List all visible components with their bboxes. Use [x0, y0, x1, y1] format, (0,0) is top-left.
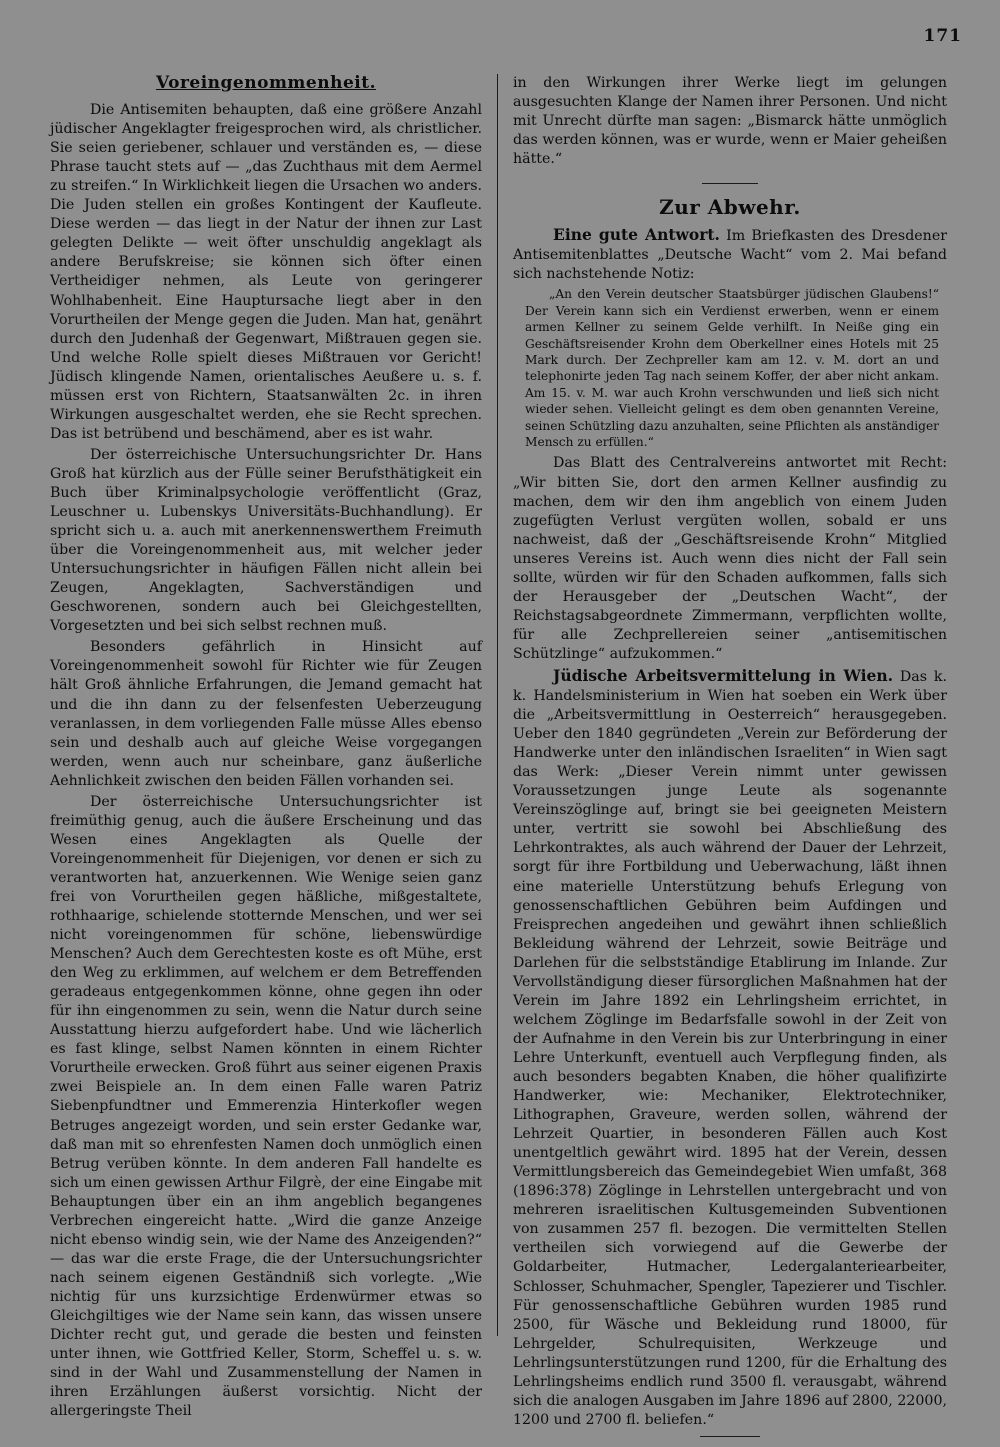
article-continuation: in den Wirkungen ihrer Werke liegt im gelungen ausgesuchten Klange der Namen ihrer Personen. Und nicht mit Unrecht dürfte man sagen: „Bismarck hätte unmöglich das werden können, was er wurde, wenn er Maier geheißen hätte.“ [513, 75, 947, 168]
article-paragraph: Der österreichische Untersuchungsrichter Dr. Hans Groß hat kürzlich aus der Fülle seiner Berufsthätigkeit ein Buch über Kriminalpsychologie veröffentlicht (Graz, Leuschner u. Lubenskys Universitäts-Buchhandlung). Er spricht sich u. a. auch mit anerkennenswerthem Freimuth über die Voreingenommenheit aus, mit welcher jeder Untersuchungsrichter in häufigen Fällen nicht allein bei Zeugen, Angeklagten, Sachverständigen und Geschworenen, sondern auch bei Gleichgestellten, Vorgesetzten und bei sich selbst rechnen muß. [50, 446, 482, 635]
news-item-title: Jüdische Arbeitsvermittelung in Wien. [553, 666, 894, 685]
section-divider [702, 183, 758, 184]
news-item-intro: Im Briefkasten des Dresdener Antisemitenblattes „Deutsche Wacht“ vom 2. Mai befand sich nachstehende Notiz: [513, 228, 947, 283]
article-paragraph: Besonders gefährlich in Hinsicht auf Voreingenommenheit sowohl für Richter wie für Zeugen hält Groß ähnliche Erfahrungen, die Jemand gemacht hat und die ihn dann zu der felsenfesten Ueberzeugung veranlassen, in dem vorliegenden Falle müsse Alles ebenso sein und deshalb auch auf gleiche Weise vorgegangen werden, wenn auch nur scheinbare, ganz äußerliche Aehnlichkeit zwischen den beiden Fällen vorhanden sei. [50, 639, 482, 789]
news-item [513, 225, 947, 284]
section-title: Zur Abwehr. [659, 195, 801, 220]
article-title: Voreingenommenheit. [155, 73, 377, 93]
left-column [50, 74, 482, 1421]
article-paragraph: Die Antisemiten behaupten, daß eine größere Anzahl jüdischer Angeklagter freigesprochen wird, als christlicher. Sie seien geriebener, schlauer und verständen es, — diese Phrase taucht stets auf — „das Zuchthaus mit dem Aermel zu streifen.“ In Wirklichkeit liegen die Ursachen wo anders. Die Juden stellen ein großes Kontingent der Kaufleute. Diese werden — das liegt in der Natur der ihnen zur Last gelegten Delikte — weit öfter unschuldig angeklagt als andere Berufskreise; sie können sich öfter einen Vertheidiger nehmen, als Leute von geringerer Wohlhabenheit. Eine Hauptursache liegt aber in den Vorurtheilen der Menge gegen die Juden. Man hat, genährt durch den Judenhaß der Gegenwart, Mißtrauen gegen sie. Und welche Rolle spielt dieses Mißtrauen vor Gericht! Jüdisch klingende Namen, orientalisches Aeußere u. s. f. müssen erst von Richtern, Staatsanwälten 2c. in ihren Wirkungen ausgeschaltet werden, ehe sie Recht sprechen. Das ist betrübend und beschämend, aber es ist wahr. [50, 102, 482, 442]
news-item-answer: Das Blatt des Centralvereins antwortet mit Recht: „Wir bitten Sie, dort den armen Kellner ausfindig zu machen, dem wir den ihm angeblich von einem Juden zugefügten Verlust vergüten wollen, sobald er uns nachweist, daß der „Geschäftsreisende Krohn“ Mitglied unseres Vereins ist. Auch wenn dies nicht der Fall sein sollte, würden wir für den Schaden aufkommen, falls sich der Herausgeber der „Deutschen Wacht“, der Reichstagsabgeordnete Zimmermann, verpflichten wollte, für alle Zechprellereien seiner „antisemitischen Schützlinge“ aufzukommen.“ [513, 455, 947, 662]
news-item-title: Eine gute Antwort. [553, 225, 720, 245]
news-item [513, 666, 947, 1430]
page-number: 171 [923, 26, 962, 46]
article-paragraph: Der österreichische Untersuchungsrichter ist freimüthig genug, auch die äußere Erscheinung und das Wesen eines Angeklagten als Quelle der Voreingenommenheit für Diejenigen, vor denen er sich zu verantworten hat, anzuerkennen. Wie Wenige seien ganz frei von Vorurtheilen gegen häßliche, mißgestaltete, rothhaarige, schielende stotternde Menschen, und wer sei nicht voreingenommen für schöne, liebenswürdige Menschen? Auch dem Gerechtesten koste es oft Mühe, erst den Weg zu erklimmen, auf welchem er dem Betreffenden geradeaus entgegenkommen könne, ohne gegen ihn oder für ihn eingenommen zu sein, wenn die Natur durch seine Ausstattung hierzu aufgefordert habe. Und wie lächerlich es fast klinge, selbst Namen könnten in einem Richter Vorurtheile erwecken. Groß führt aus seiner eigenen Praxis zwei Beispiele an. In dem einen Falle waren Patriz Siebenpfundtner und Emmerenzia Hinterkofler wegen Betruges angezeigt worden, und sein erster Gedanke war, daß man mit so ehrenfesten Namen doch unmöglich einen Betrug verüben könnte. In dem anderen Fall handelte es sich um einen gewissen Arthur Filgrè, der eine Eingabe mit Behauptungen über ein an ihm angeblich begangenes Verbrechen eingereicht hatte. „Wird die ganze Anzeige nicht ebenso windig sein, wie der Name des Anzeigenden?“ — das war die erste Frage, die der Untersuchungsrichter nach seinem eigenen Geständniß sich vorlegte. „Wie nichtig für uns kurzsichtige Erdenwürmer etwas so Gleichgiltiges wie der Name sein kann, das wissen unsere Dichter recht gut, und gerade die besten und feinsten unter ihnen, wie Gottfried Keller, Storm, Scheffel u. s. w. sind in der Wahl und Zusammenstellung der Namen in ihren Erzählungen äußerst vorsichtig. Nicht der allergeringste Theil [50, 793, 482, 1420]
quoted-notice: „An den Verein deutscher Staatsbürger jüdischen Glaubens!“ Der Verein kann sich ein Verdienst erwerben, wenn er einem armen Kellner zu seinem Gelde verhilft. In Neiße ging ein Geschäftsreisender Krohn dem Oberkellner eines Hotels mit 25 Mark durch. Der Zechpreller kam am 12. v. M. dort an und telephonirte jeden Tag nach seinem Koffer, der aber nicht ankam. Am 15. v. M. war auch Krohn verschwunden und ließ sich nicht wieder sehen. Vielleicht gelingt es dem oben genannten Vereine, seinen Schützling dazu anzuhalten, seine Pflichten als anständiger Mensch zu erfüllen.“ [525, 287, 939, 450]
right-column [513, 74, 947, 1447]
column-divider [497, 74, 498, 1336]
news-item-text: Das k. k. Handelsministerium in Wien hat soeben ein Werk über die „Arbeitsvermittlung in Oesterreich“ herausgegeben. Ueber den 1840 gegründeten „Verein zur Beförderung der Handwerke unter den inländischen Israeliten“ in Wien sagt das Werk: „Dieser Verein nimmt unter gewissen Voraussetzungen junge Leute als sogenannte Vereinszöglinge auf, bringt sie bei geeigneten Meistern unter, vertritt sie sowohl bei Abschließung des Lehrkontraktes, als auch während der Dauer der Lehrzeit, sorgt für ihre Fortbildung und Ueberwachung, läßt ihnen eine materielle Unterstützung behufs Erlegung von genossenschaftlichen Gebühren beim Aufdingen und Freisprechen angedeihen und gewährt ihnen schließlich Bekleidung während der Lehrzeit, sowie Beiträge und Darlehen für die selbstständige Etablirung im Inlande. Zur Vervollständigung dieser fürsorglichen Maßnahmen hat der Verein im Jahre 1892 ein Lehrlingsheim errichtet, in welchem Zöglinge im Bedarfsfalle sowohl in der Zeit von der Aufnahme in den Verein bis zur Unterbringung in einer Lehre Unterkunft, eventuell auch Verpflegung finden, als auch besonders begabten Knaben, die höher qualifizirte Handwerker, wie: Mechaniker, Elektrotechniker, Lithographen, Graveure, werden sollen, während der Lehrzeit Quartier, in besonderen Fällen auch Kost unentgeltlich gewährt wird. 1895 hat der Verein, dessen Vermittlungsbereich das Gemeindegebiet Wien umfaßt, 368 (1896:378) Zöglinge in Lehrstellen untergebracht und von mehreren israelitischen Kultusgemeinden Subventionen von zusammen 257 fl. bezogen. Die vermittelten Stellen vertheilen sich vorwiegend auf die Gewerbe der Goldarbeiter, Hutmacher, Ledergalanteriearbeiter, Schlosser, Schuhmacher, Spengler, Tapezierer und Tischler. Für genossenschaftliche Gebühren wurden 1985 rund 2500, für Wäsche und Bekleidung rund 18000, für Lehrgelder, Schulrequisiten, Werkzeuge und Lehrlingsunterstützungen rund 1200, für die Erhaltung des Lehrlingsheims endlich rund 3500 fl. verausgabt, während sich die analogen Ausgaben im Jahre 1896 auf 2800, 22000, 1200 und 2700 fl. beliefen.“ [513, 669, 947, 1428]
end-divider [700, 1436, 760, 1437]
